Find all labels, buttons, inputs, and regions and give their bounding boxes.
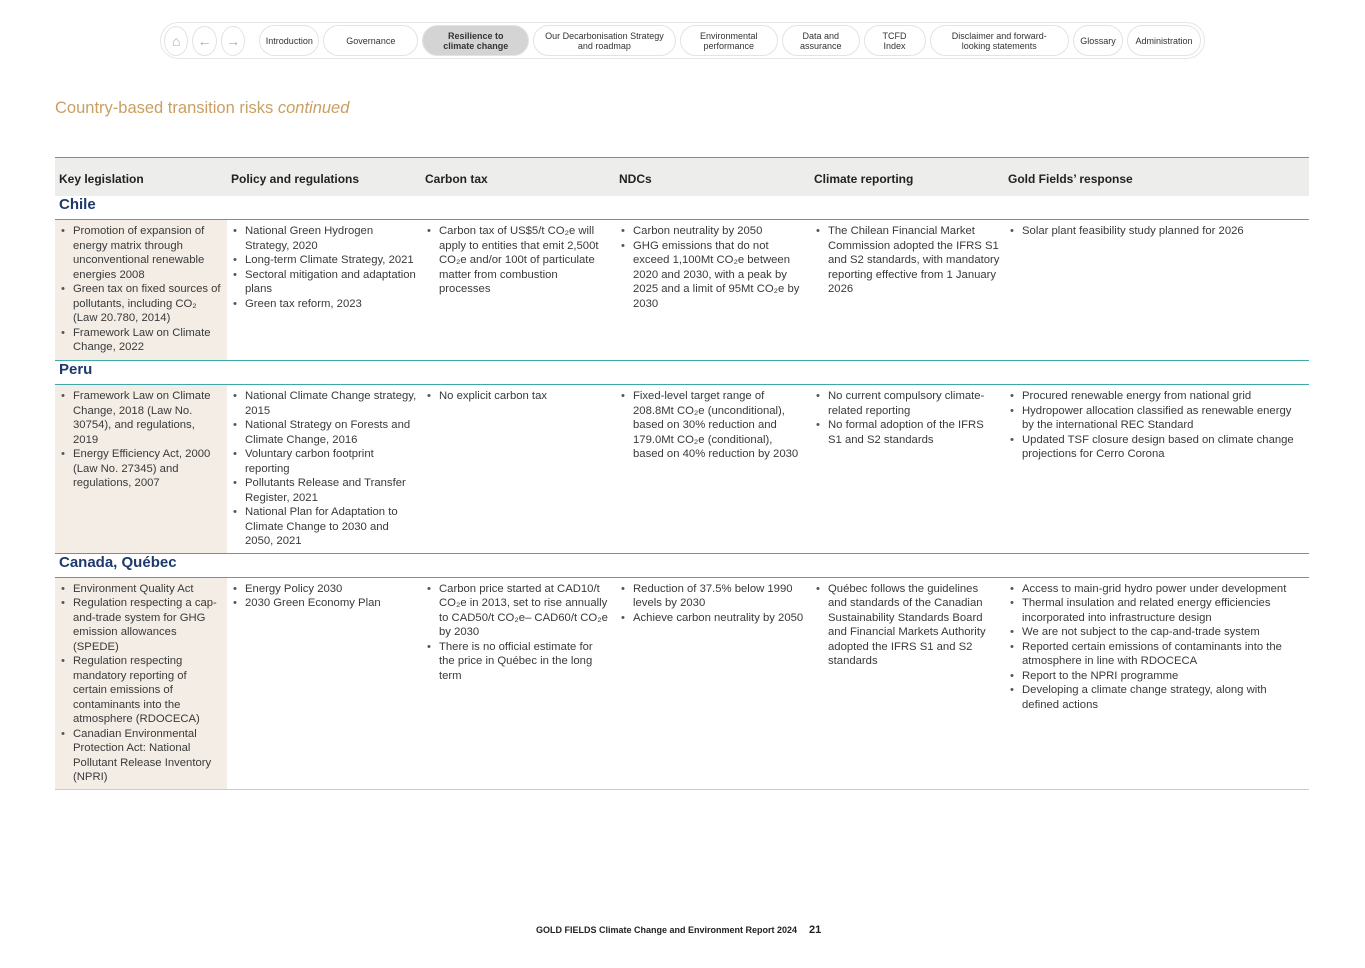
list-item: • No current compulsory climate-related reporting: [814, 389, 1000, 418]
list-item: • Fixed-level target range of 208.8Mt CO₂e (unconditional), based on 30% reduction and 179.0Mt CO₂e (conditional), based on 40% reduction by 2030: [619, 389, 806, 462]
table-cell: [615, 385, 810, 554]
table-cell: [810, 220, 1004, 361]
table-row: [55, 577, 1309, 789]
table-cell: [227, 577, 421, 789]
list-item: • National Climate Change strategy, 2015: [231, 389, 417, 418]
column-header: Policy and regulations: [227, 158, 421, 196]
list-item: • National Plan for Adaptation to Climate Change to 2030 and 2050, 2021: [231, 505, 417, 549]
top-navigation: [160, 22, 1205, 59]
table-cell: [1004, 385, 1309, 554]
arrow-right-icon: →: [226, 32, 241, 49]
column-header: Carbon tax: [421, 158, 615, 196]
country-heading: Chile: [55, 196, 1309, 220]
list-item: • Access to main-grid hydro power under development: [1008, 582, 1305, 597]
list-item: • Updated TSF closure design based on climate change projections for Cerro Corona: [1008, 433, 1305, 462]
table-cell: [1004, 220, 1309, 361]
nav-tab-environmental-performance[interactable]: Environmental performance: [680, 25, 778, 56]
list-item: • Framework Law on Climate Change, 2022: [59, 326, 223, 355]
table-cell: [227, 385, 421, 554]
list-item: • Québec follows the guidelines and standards of the Canadian Sustainability Standards Board and Financial Markets Authority adopted the IFRS S1 and S2 standards: [814, 582, 1000, 669]
nav-tab-resilience-to-climate-change[interactable]: Resilience to climate change: [422, 25, 529, 56]
table-row: [55, 220, 1309, 361]
list-item: • National Strategy on Forests and Climate Change, 2016: [231, 418, 417, 447]
nav-tab-data-and-assurance[interactable]: Data and assurance: [782, 25, 860, 56]
table-cell: [55, 220, 227, 361]
list-item: • Environment Quality Act: [59, 582, 223, 597]
table-cell: [55, 385, 227, 554]
table-cell: [615, 220, 810, 361]
list-item: • Reduction of 37.5% below 1990 levels by 2030: [619, 582, 806, 611]
table-cell: [227, 220, 421, 361]
list-item: • The Chilean Financial Market Commission adopted the IFRS S1 and S2 standards, with mandatory reporting effective from 1 January 2026: [814, 224, 1000, 297]
list-item: • There is no official estimate for the price in Québec in the long term: [425, 640, 611, 684]
table-cell: [421, 220, 615, 361]
back-button[interactable]: [192, 26, 216, 56]
table-cell: [1004, 577, 1309, 789]
footer-text: GOLD FIELDS Climate Change and Environment Report 2024: [536, 925, 798, 935]
nav-tab-governance[interactable]: Governance: [323, 25, 418, 56]
list-item: • Hydropower allocation classified as renewable energy by the international REC Standard: [1008, 404, 1305, 433]
list-item: • Regulation respecting a cap-and-trade system for GHG emission allowances (SPEDE): [59, 596, 223, 654]
list-item: • Carbon neutrality by 2050: [619, 224, 806, 239]
list-item: • Energy Efficiency Act, 2000 (Law No. 27345) and regulations, 2007: [59, 447, 223, 491]
column-header: NDCs: [615, 158, 810, 196]
nav-tab-disclaimer-and-forward-looking-statements[interactable]: Disclaimer and forward-looking statements: [930, 25, 1069, 56]
list-item: • Long-term Climate Strategy, 2021: [231, 253, 417, 268]
nav-tab-introduction[interactable]: Introduction: [259, 25, 319, 56]
list-item: • No explicit carbon tax: [425, 389, 611, 404]
list-item: • Developing a climate change strategy, along with defined actions: [1008, 683, 1305, 712]
list-item: • We are not subject to the cap-and-trade system: [1008, 625, 1305, 640]
list-item: • National Green Hydrogen Strategy, 2020: [231, 224, 417, 253]
list-item: • Pollutants Release and Transfer Register, 2021: [231, 476, 417, 505]
list-item: • Carbon tax of US$5/t CO₂e will apply to entities that emit 2,500t CO₂e and/or 100t of particulate matter from combustion processes: [425, 224, 611, 297]
nav-tab-our-decarbonisation-strategy-and-roadmap[interactable]: Our Decarbonisation Strategy and roadmap: [533, 25, 675, 56]
page-number: 21: [809, 924, 822, 936]
list-item: • Sectoral mitigation and adaptation plans: [231, 268, 417, 297]
list-item: • Promotion of expansion of energy matrix through unconventional renewable energies 2008: [59, 224, 223, 282]
nav-tab-tcfd-index[interactable]: TCFD Index: [864, 25, 926, 56]
table-cell: [615, 577, 810, 789]
table-cell: [810, 577, 1004, 789]
arrow-left-icon: ←: [197, 32, 212, 49]
list-item: • Solar plant feasibility study planned for 2026: [1008, 224, 1305, 239]
table-cell: [810, 385, 1004, 554]
nav-tab-administration[interactable]: Administration: [1127, 25, 1201, 56]
table-row: [55, 385, 1309, 554]
table-cell: [421, 385, 615, 554]
country-heading: Canada, Québec: [55, 553, 1309, 577]
transition-risks-table: [55, 157, 1309, 790]
forward-button[interactable]: [221, 26, 245, 56]
table-cell: [421, 577, 615, 789]
list-item: • Procured renewable energy from national grid: [1008, 389, 1305, 404]
list-item: • Achieve carbon neutrality by 2050: [619, 611, 806, 626]
list-item: • Report to the NPRI programme: [1008, 669, 1305, 684]
home-icon: ⌂: [171, 32, 181, 49]
list-item: • Reported certain emissions of contaminants into the atmosphere in line with RDOCECA: [1008, 640, 1305, 669]
list-item: • Carbon price started at CAD10/t CO₂e in 2013, set to rise annually to CAD50/t CO₂e– CAD60/t CO₂e by 2030: [425, 582, 611, 640]
home-button[interactable]: [164, 26, 188, 56]
list-item: • Thermal insulation and related energy efficiencies incorporated into infrastructure design: [1008, 596, 1305, 625]
column-header: Key legislation: [55, 158, 227, 196]
section-title: [55, 99, 349, 118]
list-item: • Canadian Environmental Protection Act: National Pollutant Release Inventory (NPRI): [59, 727, 223, 785]
list-item: • 2030 Green Economy Plan: [231, 596, 417, 611]
country-heading: Peru: [55, 361, 1309, 385]
title-text: Country-based transition risks: [55, 99, 278, 117]
list-item: • Framework Law on Climate Change, 2018 (Law No. 30754), and regulations, 2019: [59, 389, 223, 447]
list-item: • No formal adoption of the IFRS S1 and S2 standards: [814, 418, 1000, 447]
list-item: • Energy Policy 2030: [231, 582, 417, 597]
table-cell: [55, 577, 227, 789]
column-header: Climate reporting: [810, 158, 1004, 196]
list-item: • Regulation respecting mandatory reporting of certain emissions of contaminants into the atmosphere (RDOCECA): [59, 654, 223, 727]
column-header: Gold Fields’ response: [1004, 158, 1309, 196]
nav-tab-glossary[interactable]: Glossary: [1073, 25, 1123, 56]
list-item: • GHG emissions that do not exceed 1,100Mt CO₂e between 2020 and 2030, with a peak by 2025 and a limit of 95Mt CO₂e by 2030: [619, 239, 806, 312]
page-footer: [536, 924, 821, 936]
list-item: • Green tax on fixed sources of pollutants, including CO₂ (Law 20.780, 2014): [59, 282, 223, 326]
list-item: • Voluntary carbon footprint reporting: [231, 447, 417, 476]
list-item: • Green tax reform, 2023: [231, 297, 417, 312]
title-continued: continued: [277, 99, 350, 117]
